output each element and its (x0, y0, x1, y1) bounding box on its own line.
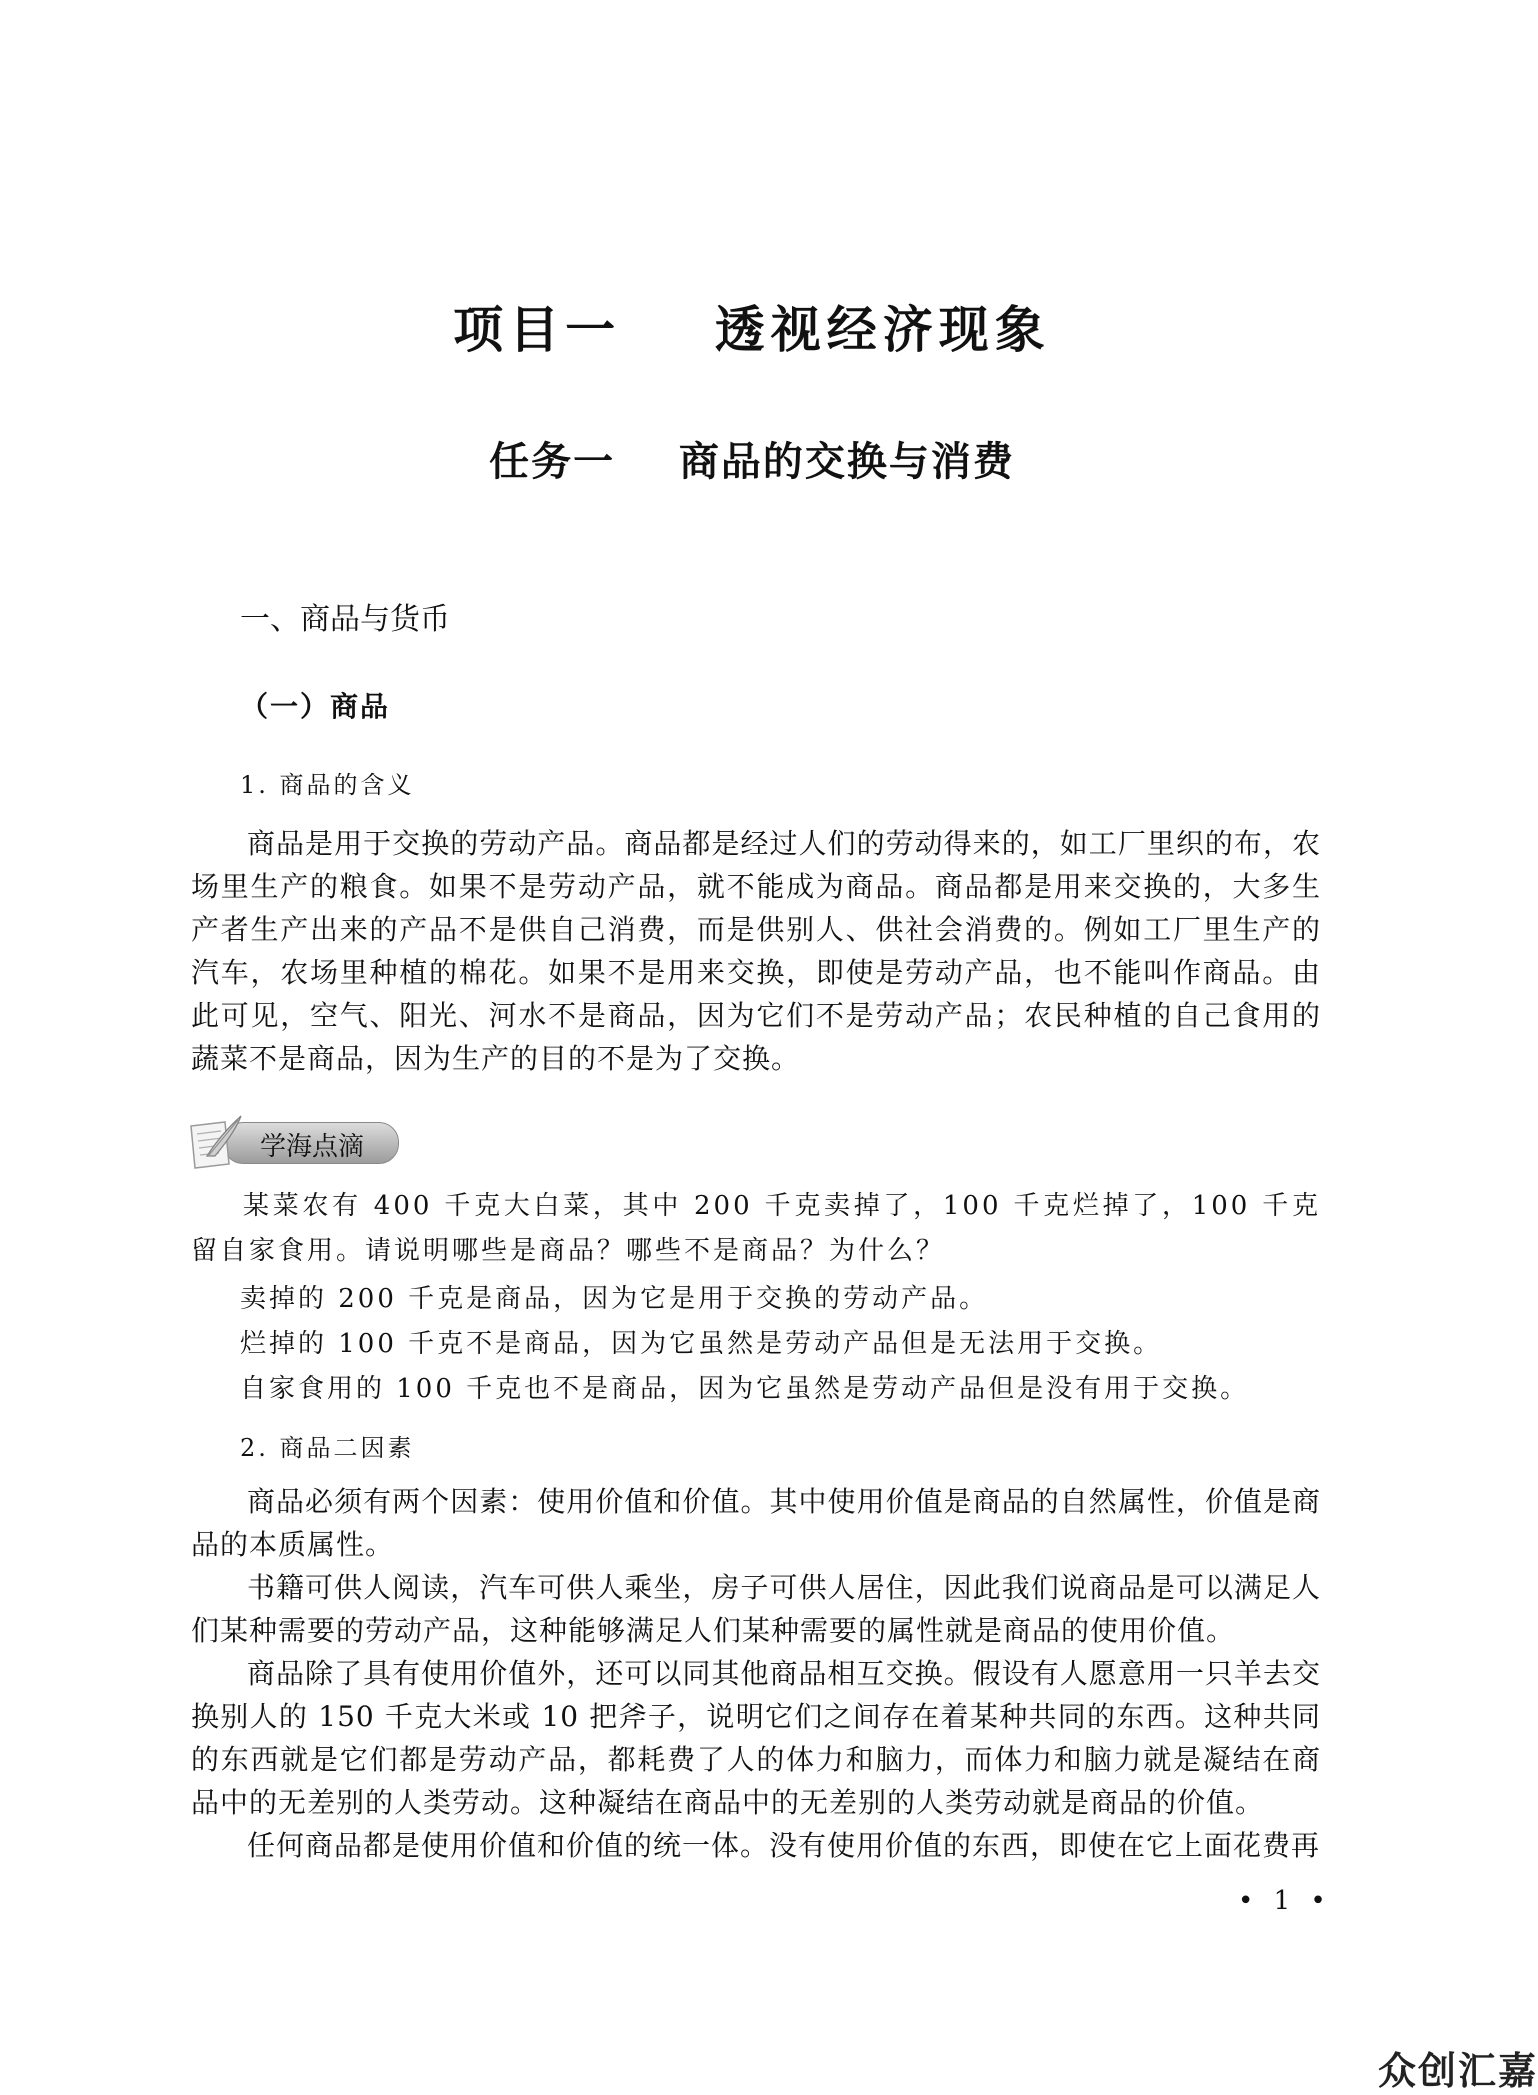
item-heading-two-factors: 2. 商品二因素 (240, 1434, 415, 1462)
page-number: • 1 • (1238, 1886, 1332, 1916)
tip-label: 学海点滴 (260, 1132, 365, 1162)
section-heading: 一、商品与货币 (240, 602, 450, 637)
tip-box (185, 1112, 405, 1172)
project-title: 项目一 透视经济现象 (453, 301, 1051, 359)
tip-answer-self-use: 自家食用的 100 千克也不是商品，因为它虽然是劳动产品但是没有用于交换。 (240, 1374, 1250, 1404)
paragraph-commodity-meaning: 商品是用于交换的劳动产品。商品都是经过人们的劳动得来的，如工厂里织的布，农场里生产的粮食。如果不是劳动产品，就不能成为商品。商品都是用来交换的，大多生产者生产出来的产品不是供自己消费，而是供别人、供社会消费的。例如工厂里生产的汽车，农场里种植的棉花。如果不是用来交换，即使是劳动产品，也不能叫作商品。由此可见，空气、阳光、河水不是商品，因为它们不是劳动产品；农民种植的自己食用的蔬菜不是商品，因为生产的目的不是为了交换。 (191, 827, 1321, 1075)
task-title: 任务一 商品的交换与消费 (489, 438, 1015, 485)
note-pen-icon (185, 1112, 243, 1172)
watermark: 众创汇嘉 (1378, 2049, 1538, 2093)
item-heading-meaning: 1. 商品的含义 (240, 771, 415, 799)
subsection-heading: （一）商品 (240, 690, 391, 723)
paragraph-two-factors: 商品必须有两个因素：使用价值和价值。其中使用价值是商品的自然属性，价值是商品的本质属性。 (191, 1485, 1321, 1561)
tip-answer-sold: 卖掉的 200 千克是商品，因为它是用于交换的劳动产品。 (240, 1284, 989, 1314)
tip-label-pill (223, 1122, 399, 1164)
paragraph-use-value: 书籍可供人阅读，汽车可供人乘坐，房子可供人居住，因此我们说商品是可以满足人们某种需要的劳动产品，这种能够满足人们某种需要的属性就是商品的使用价值。 (191, 1571, 1321, 1647)
tip-question: 某菜农有 400 千克大白菜，其中 200 千克卖掉了，100 千克烂掉了，100 千克留自家食用。请说明哪些是商品？哪些不是商品？为什么？ (191, 1191, 1321, 1266)
paragraph-unity: 任何商品都是使用价值和价值的统一体。没有使用价值的东西，即使在它上面花费再 (247, 1829, 1321, 1862)
paragraph-value: 商品除了具有使用价值外，还可以同其他商品相互交换。假设有人愿意用一只羊去交换别人的 150 千克大米或 10 把斧子，说明它们之间存在着某种共同的东西。这种共同的东西就是它们都是劳动产品，都耗费了人的体力和脑力，而体力和脑力就是凝结在商品中的无差别的人类劳动。这种凝结在商品中的无差别的人类劳动就是商品的价值。 (191, 1657, 1321, 1819)
tip-answer-rotten: 烂掉的 100 千克不是商品，因为它虽然是劳动产品但是无法用于交换。 (240, 1329, 1163, 1359)
